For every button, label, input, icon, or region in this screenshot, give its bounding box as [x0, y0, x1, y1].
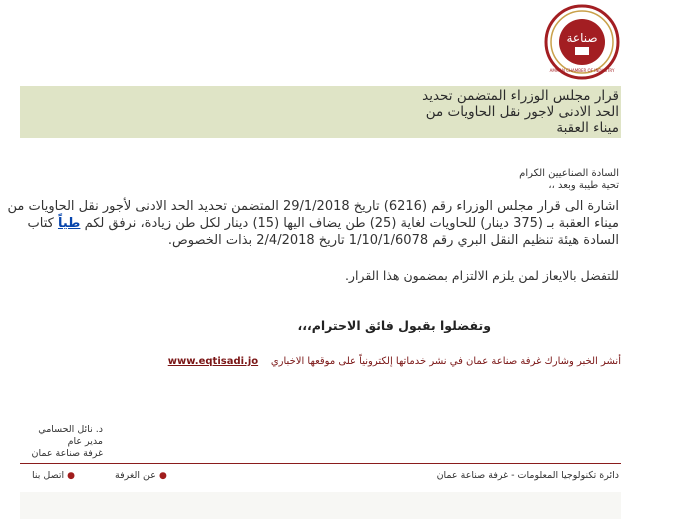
logo-caption: AMMAN CHAMBER OF INDUSTRY — [549, 68, 615, 73]
closing-line: وتفضلوا بقبول فائق الاحترام،،، — [297, 318, 491, 333]
promo-text: أنشر الخبر وشارك غرفة صناعة عمان في نشر خدماتها إلكترونياً على موقعها الاخباري — [270, 356, 621, 367]
bullet-icon: ● — [158, 471, 167, 481]
signature-name: د. نائل الحسامي — [38, 424, 103, 435]
footer-links — [32, 470, 167, 481]
para1-text-a: اشارة الى قرار مجلس الوزراء رقم (6216) تاريخ 29/1/2018 المتضمن تحديد الحد الادنى لأجور نقل الحاويات من ميناء العقبة بـ (375 دينار) للحاويات لغاية (25) طن يضاف اليها (15) دينار لكل طن زيادة، نرفق لكم — [7, 199, 619, 231]
footer-about-link[interactable] — [115, 470, 167, 481]
para1-text-b: كتاب السادة هيئة تنظيم النقل البري رقم 1/10/1/6078 تاريخ 2/4/2018 بذات الخصوص. — [27, 216, 619, 248]
footer-department: دائرة تكنولوجيا المعلومات - غرفة صناعة عمان — [436, 470, 619, 481]
signature-role: مدير عام — [67, 436, 103, 447]
title-line-3: ميناء العقبة — [556, 120, 619, 136]
document-title — [359, 88, 619, 136]
greeting-line-1: السادة الصناعيين الكرام — [519, 168, 619, 179]
bullet-icon: ● — [67, 471, 76, 481]
footer-about-label: عن الغرفة — [115, 470, 156, 481]
promo-line — [146, 356, 621, 368]
footer-contact-link[interactable] — [32, 470, 75, 481]
body-paragraph-2: للتفضل بالايعاز لمن يلزم الالتزام بمضمون هذا القرار. — [344, 268, 619, 283]
greeting-line-2: تحية طيبة وبعد ،، — [548, 180, 619, 191]
signature-org: غرفة صناعة عمان — [31, 448, 103, 459]
footer-contact-label: اتصل بنا — [32, 470, 65, 481]
logo-arabic-text: صناعة — [566, 31, 598, 45]
promo-site-link[interactable]: www.eqtisadi.jo — [167, 356, 259, 367]
body-paragraph-1 — [7, 198, 619, 249]
bottom-strip — [20, 492, 621, 519]
greeting — [519, 168, 619, 192]
footer-divider — [20, 463, 621, 464]
chamber-logo — [544, 4, 620, 80]
title-line-1: قرار مجلس الوزراء المتضمن تحديد — [422, 88, 619, 104]
attachment-link[interactable]: طياً — [57, 216, 81, 231]
signature-block — [31, 424, 103, 460]
title-line-2: الحد الادنى لاجور نقل الحاويات من — [425, 104, 619, 120]
